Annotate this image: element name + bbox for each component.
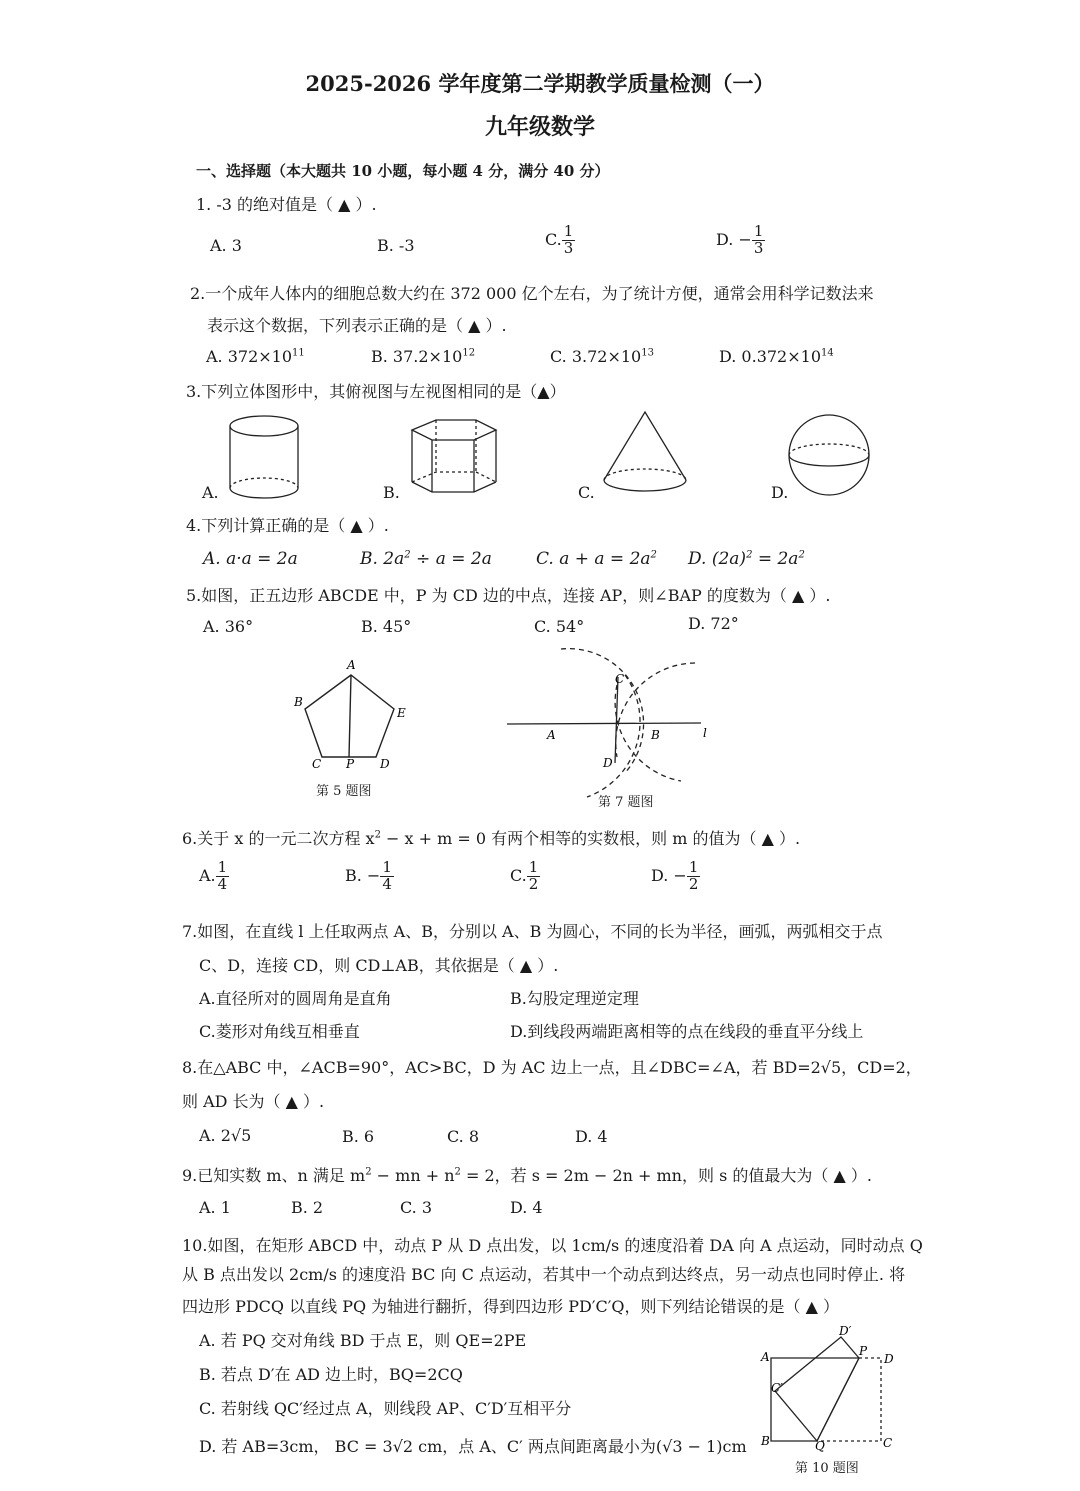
q2-option-d: D. $0.372\times 10^{14}$: [719, 347, 834, 366]
fig7-label-a: A: [547, 728, 556, 742]
q2-option-a: A. $372\times 10^{11}$: [206, 347, 305, 366]
q3-option-a: A.: [202, 483, 219, 502]
q1-option-a: A. 3: [210, 236, 242, 255]
fig10-caption: 第 10 题图: [795, 1461, 859, 1476]
q9-option-c: C. 3: [400, 1198, 433, 1217]
fig7-label-c: C: [615, 672, 625, 686]
q2-stem-line2: 表示这个数据，下列表示正确的是（ ▲ ）.: [207, 316, 507, 335]
exam-subtitle: 九年级数学: [484, 114, 595, 140]
hexagonal-prism-figure: [404, 416, 504, 500]
sphere-figure: [786, 412, 872, 498]
q8-option-b: B. 6: [342, 1127, 375, 1146]
fig10-label-cprime: C′: [771, 1381, 783, 1395]
cylinder-figure: [224, 412, 304, 502]
exam-title: 2025-2026 学年度第二学期教学质量检测（一）: [305, 71, 775, 96]
q8-stem-line1: 8.在△ABC 中，∠ACB=90°，AC>BC，D 为 AC 边上一点，且∠DBC=∠A，若 BD=2√5，CD=2，: [182, 1058, 922, 1077]
folded-rectangle-figure: [757, 1324, 897, 1453]
q8-option-c: C. 8: [447, 1127, 480, 1146]
q7-option-a: A.直径所对的圆周角是直角: [199, 989, 392, 1008]
q5-option-d: D. 72°: [688, 614, 739, 633]
fig10-label-b: B: [761, 1434, 770, 1448]
q7-option-b: B.勾股定理逆定理: [510, 989, 639, 1008]
fig7-label-b: B: [651, 728, 660, 742]
q10-stem-line3: 四边形 PDCQ 以直线 PQ 为轴进行翻折，得到四边形 PD′C′Q，则下列结论错误的是（ ▲ ）: [182, 1297, 839, 1316]
q1-option-b: B. -3: [377, 236, 415, 255]
q3-option-c: C.: [578, 483, 595, 502]
fig5-label-c: C: [312, 757, 322, 771]
section-heading: 一、选择题（本大题共 10 小题，每小题 4 分，满分 40 分）: [196, 162, 610, 180]
cone-figure: [600, 410, 690, 502]
q4-option-a: A. a·a = 2a: [203, 549, 298, 569]
fig5-label-e: E: [397, 706, 406, 720]
q10-stem-line2: 从 B 点出发以 2cm/s 的速度沿 BC 向 C 点运动，若其中一个动点到达终点，另一动点也同时停止. 将: [182, 1265, 906, 1284]
q6-stem: 6.关于 x 的一元二次方程 $x^2 - x + m = 0$ 有两个相等的实数根，则 m 的值为（ ▲ ）.: [182, 829, 801, 848]
fig5-label-b: B: [294, 695, 303, 709]
q2-option-c: C. $3.72\times 10^{13}$: [550, 347, 654, 366]
q1-option-d: D. − $\frac{1}{3}$: [716, 222, 764, 257]
q10-option-c: C. 若射线 QC′经过点 A，则线段 AP、C′D′互相平分: [199, 1399, 572, 1418]
q1-stem: 1. -3 的绝对值是（ ▲ ）.: [196, 195, 377, 214]
q3-option-b: B.: [383, 483, 400, 502]
q3-stem: 3.下列立体图形中，其俯视图与左视图相同的是（▲）: [186, 382, 566, 401]
fig5-label-d: D: [380, 757, 390, 771]
q5-option-c: C. 54°: [534, 617, 585, 636]
fig10-label-a: A: [761, 1350, 770, 1364]
q7-option-d: D.到线段两端距离相等的点在线段的垂直平分线上: [510, 1022, 864, 1041]
fig7-label-l: l: [703, 726, 707, 740]
q8-option-d: D. 4: [575, 1127, 608, 1146]
q2-option-b: B. $37.2\times 10^{12}$: [371, 347, 476, 366]
q8-option-a: A. 2√5: [199, 1126, 252, 1145]
q6-option-a: A. $\frac{1}{4}$: [199, 858, 228, 893]
fig10-label-d: D: [884, 1352, 894, 1366]
q4-option-d: D. $(2a)^2 = 2a^2$: [688, 549, 805, 569]
pentagon-figure: [290, 655, 420, 780]
fig7-caption: 第 7 题图: [598, 795, 654, 810]
fig5-caption: 第 5 题图: [316, 784, 372, 799]
fig10-label-p: P: [859, 1344, 868, 1358]
perpendicular-construction-figure: [505, 645, 720, 810]
fig10-label-q: Q: [815, 1439, 825, 1453]
q7-stem-line1: 7.如图，在直线 l 上任取两点 A、B，分别以 A、B 为圆心，不同的长为半径，画弧，两弧相交于点: [182, 922, 883, 941]
q8-stem-line2: 则 AD 长为（ ▲ ）.: [182, 1092, 325, 1111]
q10-option-a: A. 若 PQ 交对角线 BD 于点 E，则 QE=2PE: [199, 1331, 527, 1350]
q7-stem-line2: C、D，连接 CD，则 CD⊥AB，其依据是（ ▲ ）.: [199, 956, 559, 975]
q10-option-b: B. 若点 D′在 AD 边上时，BQ=2CQ: [199, 1365, 463, 1384]
q5-option-b: B. 45°: [361, 617, 412, 636]
fig10-label-dprime: D′: [839, 1324, 852, 1338]
q10-stem-line1: 10.如图，在矩形 ABCD 中，动点 P 从 D 点出发，以 1cm/s 的速度沿着 DA 向 A 点运动，同时动点 Q: [182, 1236, 923, 1255]
q9-option-d: D. 4: [510, 1198, 543, 1217]
q9-option-a: A. 1: [199, 1198, 231, 1217]
q3-option-d: D.: [771, 483, 789, 502]
q10-option-d: D. 若 AB=3cm， BC = 3√2 cm，点 A、C′ 两点间距离最小为(√3 − 1)cm: [199, 1437, 747, 1456]
q2-stem-line1: 2.一个成年人体内的细胞总数大约在 372 000 亿个左右，为了统计方便，通常会用科学记数法来: [190, 284, 874, 303]
q6-option-c: C. $\frac{1}{2}$: [510, 858, 539, 893]
q6-option-d: D. − $\frac{1}{2}$: [651, 858, 699, 893]
fig5-label-a: A: [347, 658, 356, 672]
fig10-label-c: C: [883, 1436, 893, 1450]
q4-stem: 4.下列计算正确的是（ ▲ ）.: [186, 516, 389, 535]
q5-stem: 5.如图，正五边形 ABCDE 中，P 为 CD 边的中点，连接 AP，则∠BAP 的度数为（ ▲ ）.: [186, 586, 831, 605]
q6-option-b: B. − $\frac{1}{4}$: [345, 858, 392, 893]
q1-option-c: C. $\frac{1}{3}$: [545, 222, 574, 257]
q9-stem: 9.已知实数 m、n 满足 $m^2$ − mn + $n^2 = 2$，若 s = 2m − 2n + mn，则 s 的值最大为（ ▲ ）.: [182, 1166, 872, 1185]
q9-option-b: B. 2: [291, 1198, 324, 1217]
q4-option-b: B. $2a^2 \div a = 2a$: [360, 549, 492, 569]
q7-option-c: C.菱形对角线互相垂直: [199, 1022, 360, 1041]
fig5-label-p: P: [346, 757, 355, 771]
q4-option-c: C. $a + a = 2a^2$: [536, 549, 657, 569]
q5-option-a: A. 36°: [203, 617, 254, 636]
fig7-label-d: D: [603, 756, 613, 770]
